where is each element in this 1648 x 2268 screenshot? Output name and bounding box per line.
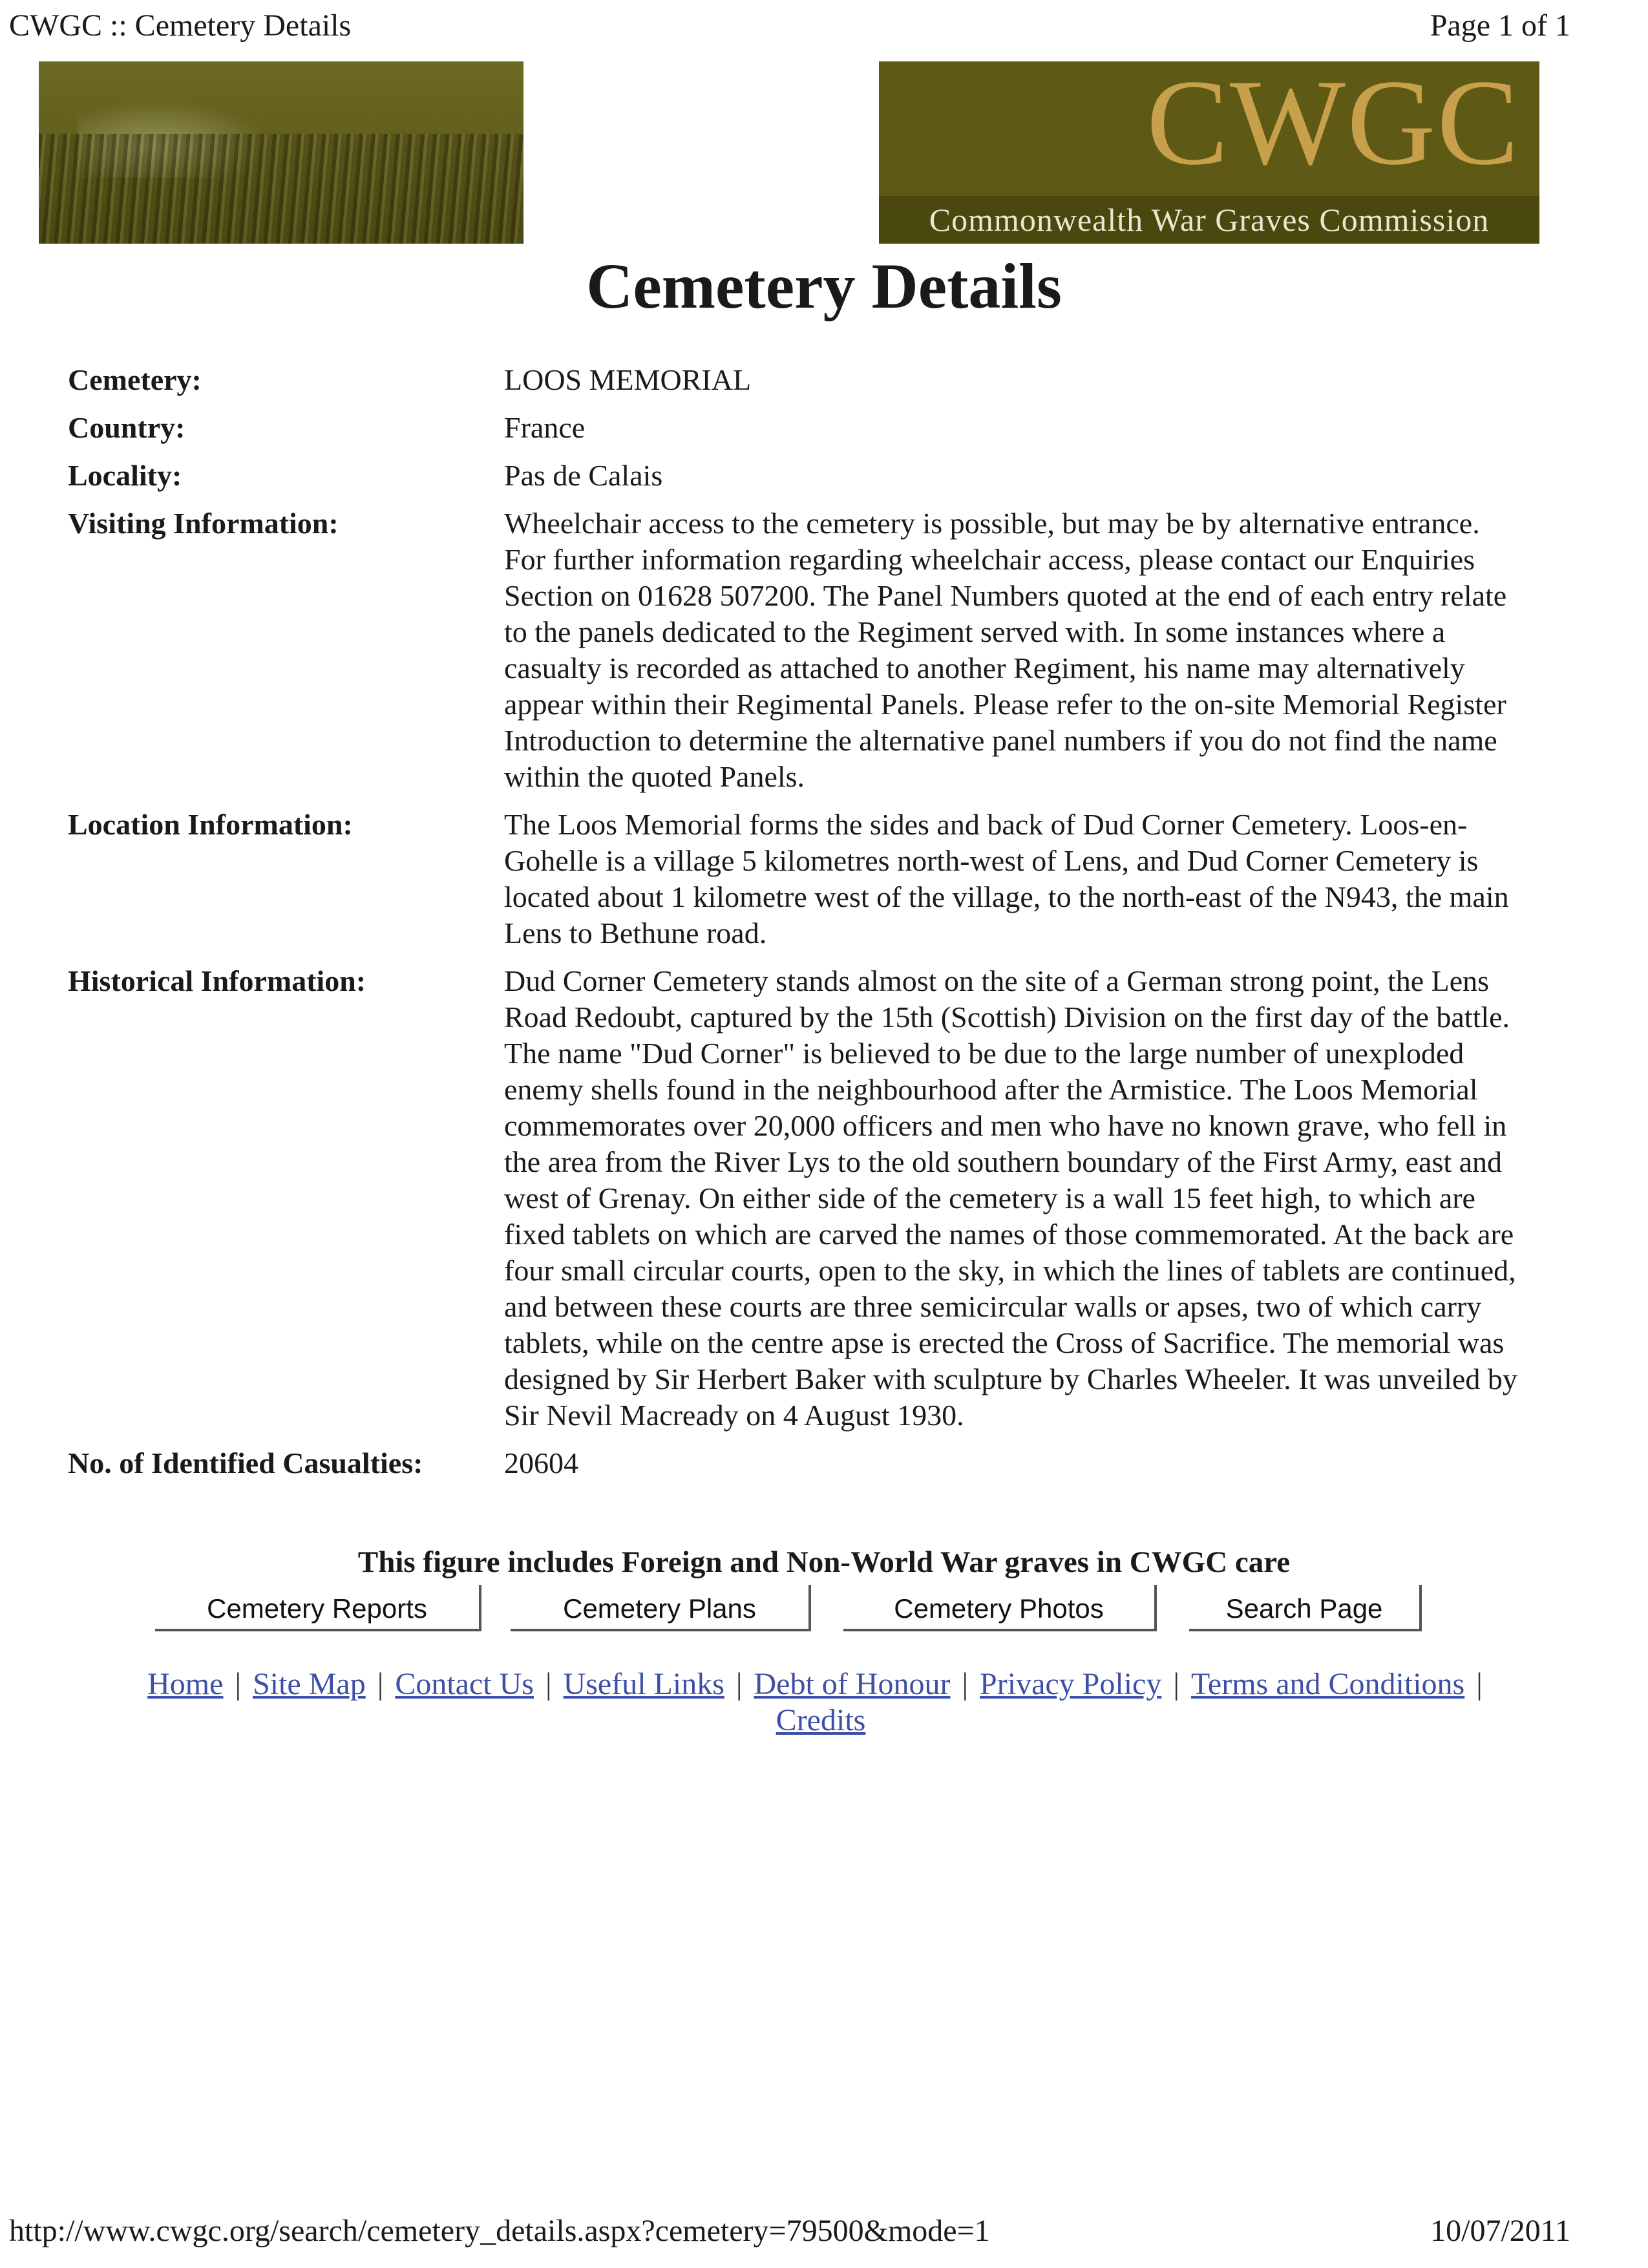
footer-link-useful-links[interactable]: Useful Links [563,1667,724,1701]
detail-label: No. of Identified Casualties: [68,1447,423,1479]
detail-label: Cemetery: [68,363,202,396]
detail-value: 20604 [504,1447,578,1479]
casualty-note: This figure includes Foreign and Non-World War graves in CWGC care [357,1545,1291,1579]
detail-value: The Loos Memorial forms the sides and back of Dud Corner Cemetery. Loos-en-Gohelle is a village 5 kilometres north-west of Lens, and Dud Corner Cemetery is located about 1 kilometre west of the village, to the north-east of the N943, the main Lens to Bethune road. [504,808,1509,949]
detail-label: Locality: [68,459,182,492]
footer-separator: | [1173,1667,1179,1701]
detail-label: Location Information: [68,808,353,841]
detail-label: Historical Information: [68,964,366,997]
footer-link-home[interactable]: Home [147,1667,224,1701]
footer-separator: | [235,1667,242,1701]
footer-link-credits[interactable]: Credits [776,1703,866,1737]
detail-value: LOOS MEMORIAL [504,363,752,396]
page-title: Cemetery Details [586,250,1062,322]
print-footer-date: 10/07/2011 [1430,2214,1570,2248]
detail-value: France [504,411,586,444]
print-header-page-number: Page 1 of 1 [1430,8,1570,43]
footer-separator: | [962,1667,969,1701]
search-page-button[interactable]: Search Page [1189,1585,1422,1631]
print-footer-url: http://www.cwgc.org/search/cemetery_details.aspx?cemetery=79500&mode=1 [9,2214,990,2248]
cemetery-reports-button[interactable]: Cemetery Reports [155,1585,481,1631]
cwgc-logo: CWGC [1146,61,1520,191]
banner-photo-texture [39,134,523,244]
footer-nav [52,1666,1590,1739]
detail-row-casualties [68,1445,1522,1481]
print-header-title: CWGC :: Cemetery Details [9,8,352,43]
cemetery-photos-button[interactable]: Cemetery Photos [843,1585,1157,1631]
detail-label: Country: [68,411,185,444]
detail-row-visiting [68,505,1522,795]
cwgc-logo-banner[interactable] [879,61,1539,244]
detail-value: Dud Corner Cemetery stands almost on the site of a German strong point, the Lens Road Redoubt, captured by the 15th (Scottish) Division on the first day of the battle. The name "Dud Corner" is believed to be due to the large number of unexploded enemy shells found in the neighbourhood after the Armistice. The Loos Memorial commemorates over 20,000 officers and men who have no known grave, who fell in the area from the River Lys to the old southern boundary of the First Army, east and west of Grenay. On either side of the cemetery is a wall 15 feet high, to which are fixed tablets on which are carved the names of those commemorated. At the back are four small circular courts, open to the sky, in which the lines of tablets are continued, and between these courts are three semicircular walls or apses, two of which carry tablets, while on the centre apse is erected the Cross of Sacrifice. The memorial was designed by Sir Herbert Baker with sculpture by Charles Wheeler. It was unveiled by Sir Nevil Macready on 4 August 1930. [504,964,1517,1432]
header-banner-image [39,61,523,244]
detail-row-locality [68,458,1522,494]
detail-row-cemetery [68,362,1522,398]
detail-row-location [68,807,1522,951]
footer-separator: | [377,1667,384,1701]
cemetery-details-table [68,362,1522,1493]
footer-link-terms[interactable]: Terms and Conditions [1190,1667,1465,1701]
footer-separator: | [1476,1667,1483,1701]
footer-separator: | [735,1667,743,1701]
cwgc-tagline: Commonwealth War Graves Commission [879,196,1539,244]
footer-link-debt-of-honour[interactable]: Debt of Honour [754,1667,951,1701]
detail-value: Wheelchair access to the cemetery is possible, but may be by alternative entrance. For further information regarding wheelchair access, please contact our Enquiries Section on 01628 507200. The Panel Numbers quoted at the end of each entry relate to the panels dedicated to the Regiment served with. In some instances where a casualty is recorded as attached to another Regiment, his name may alternatively appear within their Regimental Panels. Please refer to the on-site Memorial Register Introduction to determine the alternative panel numbers if you do not find the name within the quoted Panels. [504,507,1507,793]
detail-row-historical [68,963,1522,1434]
detail-row-country [68,410,1522,446]
cemetery-plans-button[interactable]: Cemetery Plans [511,1585,811,1631]
footer-separator: | [545,1667,552,1701]
footer-link-contact-us[interactable]: Contact Us [395,1667,534,1701]
detail-value: Pas de Calais [504,459,663,492]
detail-label: Visiting Information: [68,507,339,540]
footer-link-privacy-policy[interactable]: Privacy Policy [980,1667,1162,1701]
footer-link-site-map[interactable]: Site Map [253,1667,366,1701]
